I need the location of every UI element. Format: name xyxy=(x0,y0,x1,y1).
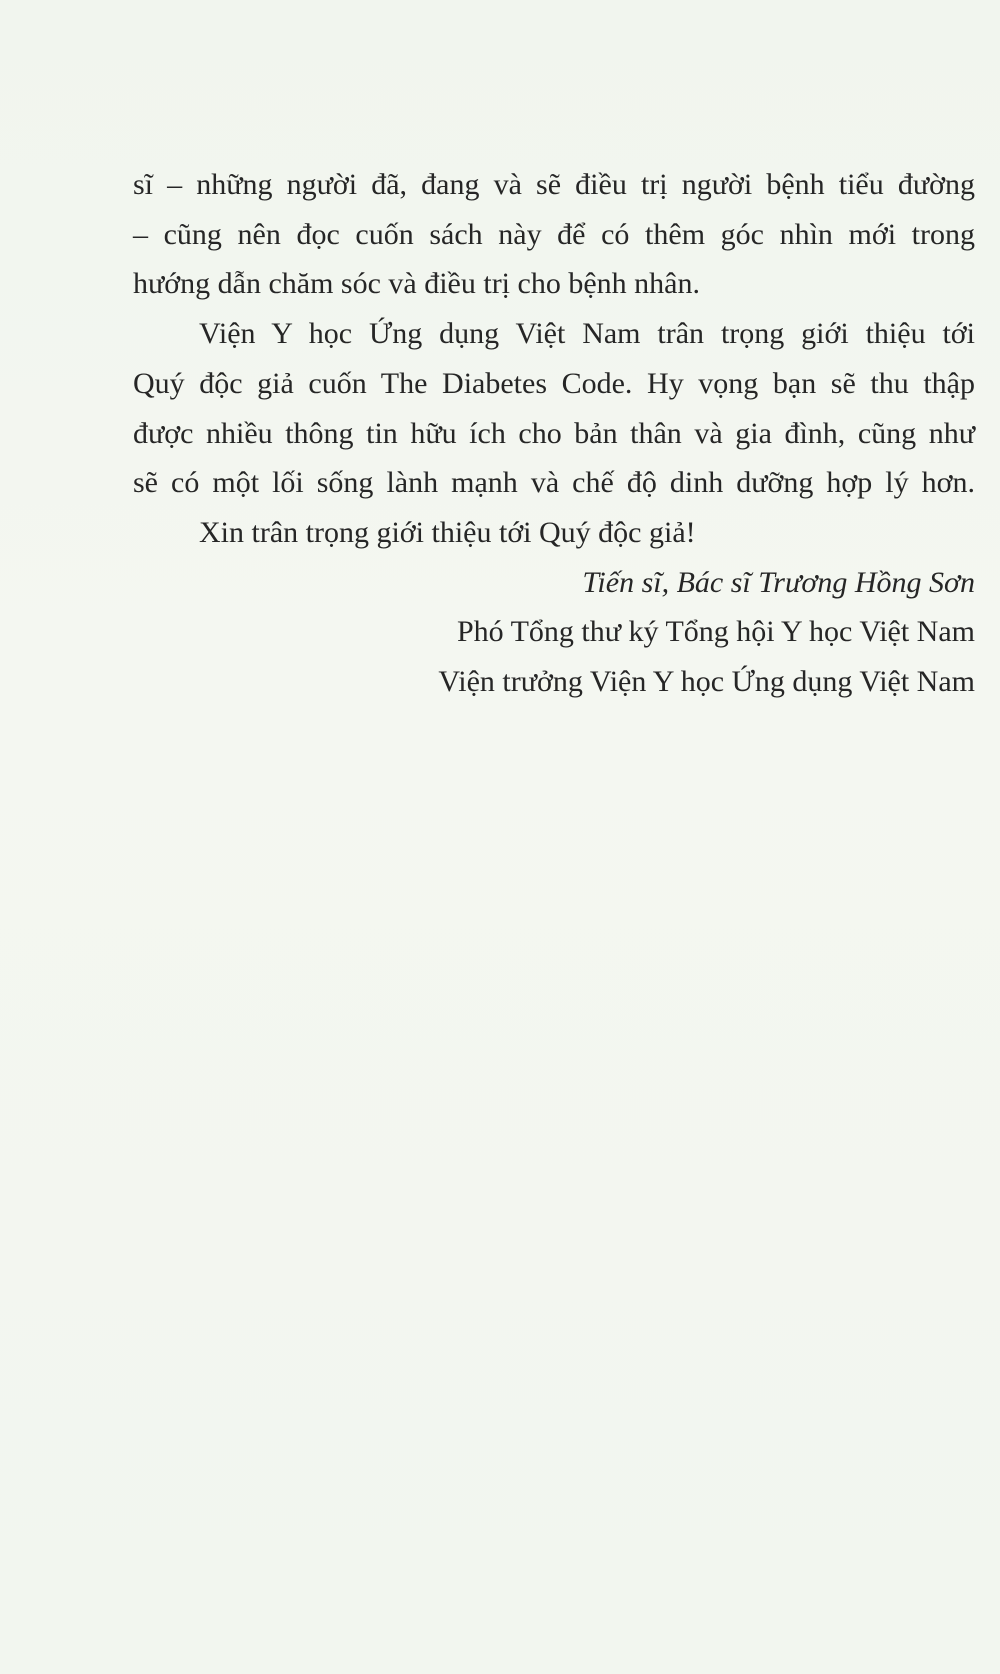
signature-name: Tiến sĩ, Bác sĩ Trương Hồng Sơn xyxy=(582,565,975,599)
signature-block xyxy=(133,558,975,707)
signature-title: Viện trưởng Viện Y học Ứng dụng Việt Nam xyxy=(438,665,975,699)
page-text xyxy=(133,160,975,707)
paragraph-continuation xyxy=(133,160,975,309)
text-line: Xin trân trọng giới thiệu tới Quý độc giả! xyxy=(199,515,696,549)
paragraph-introduction xyxy=(133,309,975,508)
text-line: Viện Y học Ứng dụng Việt Nam trân trọng giới thiệu tới xyxy=(199,317,975,351)
text-line: Quý độc giả cuốn The Diabetes Code. Hy vọng bạn sẽ thu thập xyxy=(133,366,975,400)
paragraph-closing xyxy=(133,508,975,558)
text-line: – cũng nên đọc cuốn sách này để có thêm góc nhìn mới trong xyxy=(133,217,975,251)
signature-title: Phó Tổng thư ký Tổng hội Y học Việt Nam xyxy=(456,615,975,649)
text-line: sẽ có một lối sống lành mạnh và chế độ dinh dưỡng hợp lý hơn. xyxy=(133,466,975,500)
text-line: sĩ – những người đã, đang và sẽ điều trị người bệnh tiểu đường xyxy=(133,168,975,201)
text-line: hướng dẫn chăm sóc và điều trị cho bệnh nhân. xyxy=(133,267,700,301)
text-line: được nhiều thông tin hữu ích cho bản thân và gia đình, cũng như xyxy=(133,416,975,450)
